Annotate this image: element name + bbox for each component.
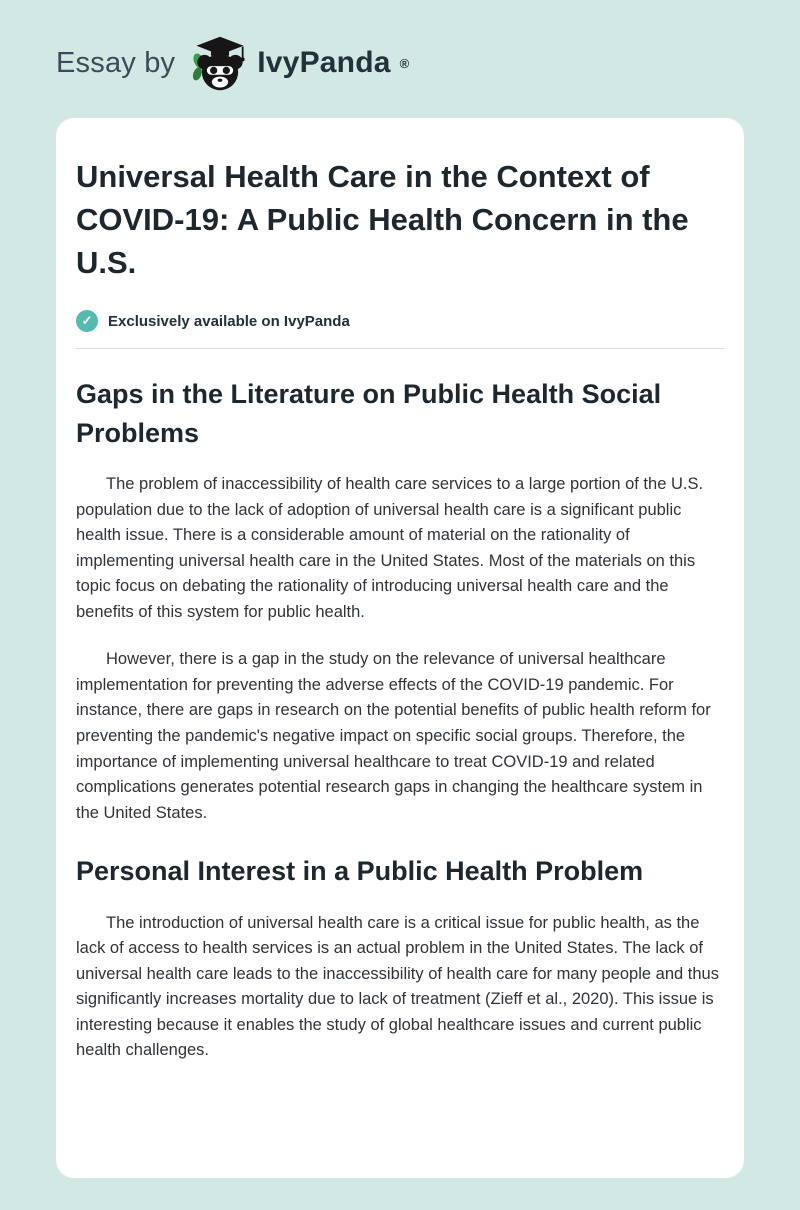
essay-title: Universal Health Care in the Context of COVID-19: A Public Health Concern in the U.S. (76, 159, 689, 280)
header (0, 0, 800, 118)
brand-name: IvyPanda (257, 46, 391, 79)
section-heading-gaps: Gaps in the Literature on Public Health Social Problems (76, 379, 662, 448)
registered-mark: ® (399, 55, 410, 71)
ivypanda-logo (191, 34, 409, 92)
essay-card (56, 118, 744, 1178)
paragraph: The problem of inaccessibility of health care services to a large portion of the U.S. population due to the lack of adoption of universal health care is a significant public health issue. There is a considerable amount of material on the rationality of implementing universal health care in the United States. Most of the materials on this topic focus on debating the rationality of introducing universal health care and the benefits of this system for public health. (76, 474, 704, 621)
paragraph: However, there is a gap in the study on the relevance of universal healthcare implementation for preventing the adverse effects of the COVID-19 pandemic. For instance, there are gaps in research on the potential benefits of public health reform for preventing the pandemic's negative impact on specific social groups. Therefore, the importance of implementing universal healthcare to treat COVID-19 and related complications generates potential research gaps in changing the healthcare system in the United States. (76, 650, 711, 822)
check-icon: ✓ (76, 310, 98, 332)
paragraph: The introduction of universal health care is a critical issue for public health, as the lack of access to health services is an actual problem in the United States. The lack of universal health care leads to the inaccessibility of health care for many people and thus significantly increases mortality due to lack of treatment (Zieff et al., 2020). This issue is interesting because it enables the study of global healthcare issues and current public health challenges. (76, 913, 719, 1060)
panda-graduate-icon (191, 34, 249, 92)
section-heading-personal-interest: Personal Interest in a Public Health Problem (76, 856, 644, 887)
divider (76, 348, 724, 349)
availability-text: Exclusively available on IvyPanda (108, 312, 350, 330)
availability-row (76, 310, 724, 332)
essay-by-text: Essay by (56, 46, 176, 79)
